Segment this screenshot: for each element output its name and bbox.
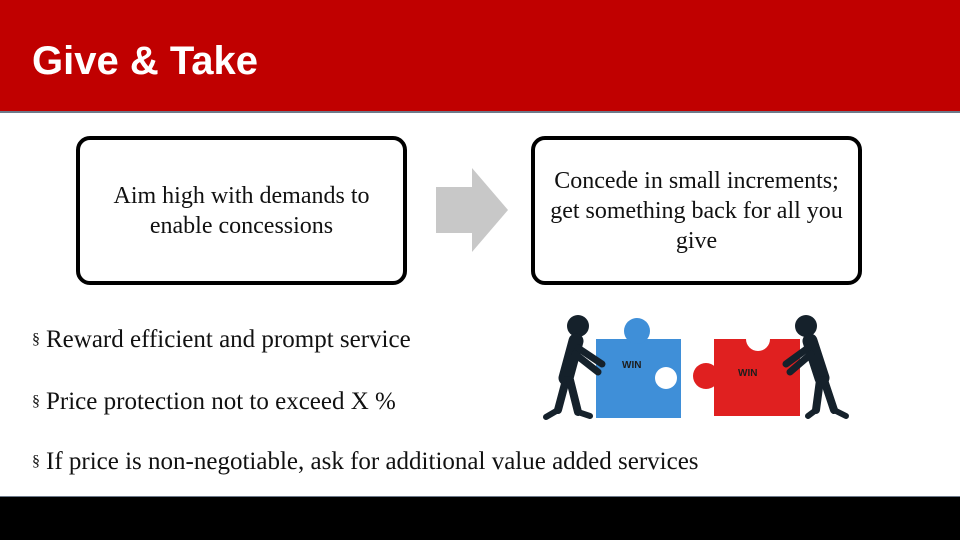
bullet-item — [32, 387, 396, 417]
left-person-icon — [546, 315, 602, 417]
bullet-marker: § — [32, 331, 40, 348]
left-win-label: WIN — [622, 360, 642, 371]
bullet-marker: § — [32, 453, 40, 470]
right-win-label: WIN — [738, 368, 758, 379]
bullet-text: Price protection not to exceed X % — [46, 388, 396, 415]
win-win-puzzle-illustration — [538, 306, 858, 422]
bullet-item — [32, 447, 699, 477]
footer-bar — [0, 496, 960, 540]
bullet-marker: § — [32, 393, 40, 410]
bullet-item — [32, 325, 411, 355]
aim-high-text: Aim high with demands to enable concessions — [113, 182, 370, 239]
concede-text: Concede in small increments; get something back for all you give — [550, 167, 843, 254]
right-arrow-icon — [436, 168, 508, 252]
title-bar — [0, 0, 960, 113]
concede-box — [531, 136, 862, 285]
slide-title: Give & Take — [32, 39, 259, 83]
bullet-text: Reward efficient and prompt service — [46, 326, 411, 353]
aim-high-box — [76, 136, 407, 285]
bullet-text: If price is non-negotiable, ask for additional value added services — [46, 448, 699, 475]
